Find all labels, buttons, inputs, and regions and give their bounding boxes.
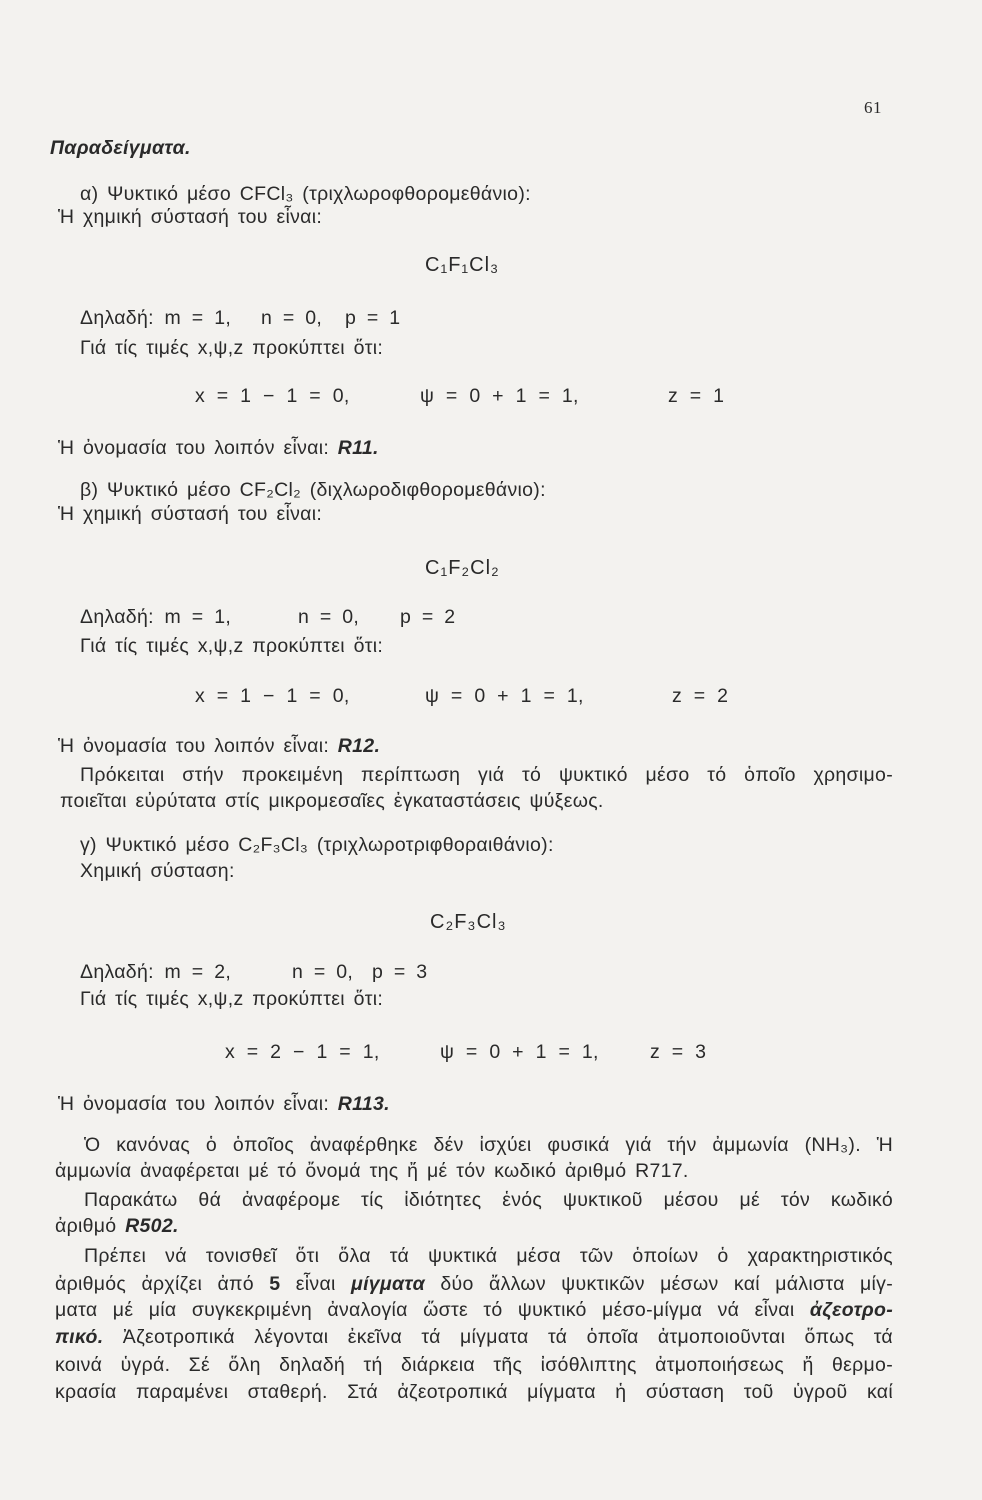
example-b-title: β) Ψυκτικό μέσο CF₂Cl₂ (διχλωροδιφθορομεθάνιο):: [80, 479, 546, 501]
calc-x: x = 2 − 1 = 1,: [225, 1041, 380, 1063]
value-m: Δηλαδή: m = 1,: [80, 606, 232, 628]
example-b-note-line-1: Πρόκειται στήν προκειμένη περίπτωση γιά τό ψυκτικό μέσο τό ὁποῖο χρησιμο-: [80, 764, 893, 786]
paragraph-azeotropic-line-1: Πρέπει νά τονισθεῖ ὅτι ὅλα τά ψυκτικά μέσα τῶν ὁποίων ὁ χαρακτηριστικός: [84, 1245, 893, 1267]
example-b-intro: Γιά τίς τιμές x,ψ,z προκύπτει ὅτι:: [80, 635, 384, 657]
name-label: Ἡ ὀνομασία του λοιπόν εἶναι:: [58, 437, 330, 459]
example-a-composition-label: Ἡ χημική σύστασή του εἶναι:: [58, 206, 323, 228]
example-c-name-line: [58, 1092, 390, 1116]
line-text: ματα μέ μία συγκεκριμένη ἀναλογία ὥστε τό ψυκτικό μέσο-μίγμα νά εἶναι: [55, 1299, 795, 1321]
example-a-title: α) Ψυκτικό μέσο CFCl₃ (τριχλωροφθορομεθάνιο):: [80, 183, 531, 205]
example-c-title: γ) Ψυκτικό μέσο C₂F₃Cl₃ (τριχλωροτριφθοραιθάνιο):: [80, 834, 554, 856]
paragraph-ammonia-line-2: ἀμμωνία ἀναφέρεται μέ τό ὄνομά της ἤ μέ τόν κωδικό ἀριθμό R717.: [55, 1160, 689, 1182]
line-text: εἶναι: [295, 1273, 336, 1295]
example-a-intro: Γιά τίς τιμές x,ψ,z προκύπτει ὅτι:: [80, 337, 384, 359]
paragraph-azeotropic-line-6: κρασία παραμένει σταθερή. Στά ἀζεοτροπικά μίγματα ἡ σύσταση τοῦ ὑγροῦ καί: [55, 1381, 893, 1403]
paragraph-ammonia-line-1: Ὁ κανόνας ὁ ὁποῖος ἀναφέρθηκε δέν ἰσχύει φυσικά γιά τήν ἀμμωνία (NH₃). Ἡ: [84, 1134, 893, 1156]
series-number: 5: [269, 1273, 281, 1295]
calc-psi: ψ = 0 + 1 = 1,: [440, 1041, 599, 1063]
section-heading: Παραδείγματα.: [50, 137, 191, 159]
paragraph-azeotropic-line-2: [55, 1272, 893, 1296]
example-a-calculation: [0, 384, 982, 408]
paragraph-azeotropic-line-4: [55, 1325, 893, 1349]
refrigerant-code: R11.: [337, 437, 379, 459]
example-c-values: [0, 960, 982, 984]
paragraph-r502-line-2: [55, 1214, 179, 1238]
calc-x: x = 1 − 1 = 0,: [195, 685, 350, 707]
calc-psi: ψ = 0 + 1 = 1,: [425, 685, 584, 707]
line-text: δύο ἄλλων ψυκτικῶν μέσων καί μάλιστα μίγ-: [440, 1273, 894, 1295]
r502-code: R502.: [125, 1215, 179, 1237]
example-b-composition-label: Ἡ χημική σύστασή του εἶναι:: [58, 503, 323, 525]
page-number: 61: [864, 98, 882, 117]
example-b-values: [0, 605, 982, 629]
value-m: Δηλαδή: m = 2,: [80, 961, 232, 983]
value-n: n = 0,: [292, 961, 354, 983]
value-p: p = 3: [372, 961, 428, 983]
example-c-formula: C₂F₃Cl₃: [430, 911, 507, 933]
example-b-formula: C₁F₂Cl₂: [425, 557, 500, 579]
refrigerant-code: R12.: [337, 735, 381, 757]
name-label: Ἡ ὀνομασία του λοιπόν εἶναι:: [58, 735, 330, 757]
example-a-name-line: [58, 436, 379, 460]
calc-z: z = 1: [668, 385, 725, 407]
paragraph-azeotropic-line-3: [55, 1298, 893, 1322]
paragraph-azeotropic-line-5: κοινά ὑγρά. Σέ ὅλη δηλαδή τή διάρκεια τῆς ἰσόθλιπτης ἀτμοποιήσεως ἤ θερμο-: [55, 1354, 893, 1376]
r502-text: ἀριθμό: [55, 1215, 117, 1237]
emphasized-term: πικό.: [55, 1326, 104, 1348]
example-c-calculation: [0, 1040, 982, 1064]
calc-x: x = 1 − 1 = 0,: [195, 385, 350, 407]
refrigerant-code: R113.: [337, 1093, 390, 1115]
example-c-composition-label: Χημική σύσταση:: [80, 860, 235, 882]
value-p: p = 2: [400, 606, 456, 628]
value-n: n = 0,: [261, 307, 323, 329]
line-text: ἀριθμός ἀρχίζει ἀπό: [55, 1273, 254, 1295]
value-n: n = 0,: [298, 606, 360, 628]
example-c-intro: Γιά τίς τιμές x,ψ,z προκύπτει ὅτι:: [80, 988, 384, 1010]
emphasized-term: ἀζεοτρο-: [809, 1299, 894, 1321]
example-b-calculation: [0, 684, 982, 708]
value-p: p = 1: [345, 307, 401, 329]
name-label: Ἡ ὀνομασία του λοιπόν εἶναι:: [58, 1093, 330, 1115]
example-b-name-line: [58, 734, 380, 758]
emphasized-term: μίγματα: [351, 1273, 426, 1295]
calc-psi: ψ = 0 + 1 = 1,: [420, 385, 579, 407]
example-b-note-line-2: ποιεῖται εὐρύτατα στίς μικρομεσαῖες ἐγκαταστάσεις ψύξεως.: [60, 790, 604, 812]
example-a-formula: C₁F₁Cl₃: [425, 254, 500, 276]
value-m: Δηλαδή: m = 1,: [80, 307, 232, 329]
calc-z: z = 2: [672, 685, 729, 707]
example-a-values: [0, 306, 982, 330]
line-text: Ἀζεοτροπικά λέγονται ἐκεῖνα τά μίγματα τά ὁποῖα ἀτμοποιοῦνται ὅπως τά: [122, 1326, 894, 1348]
calc-z: z = 3: [650, 1041, 707, 1063]
paragraph-r502-line-1: Παρακάτω θά ἀναφέρομε τίς ἰδιότητες ἑνός ψυκτικοῦ μέσου μέ τόν κωδικό: [84, 1189, 893, 1211]
